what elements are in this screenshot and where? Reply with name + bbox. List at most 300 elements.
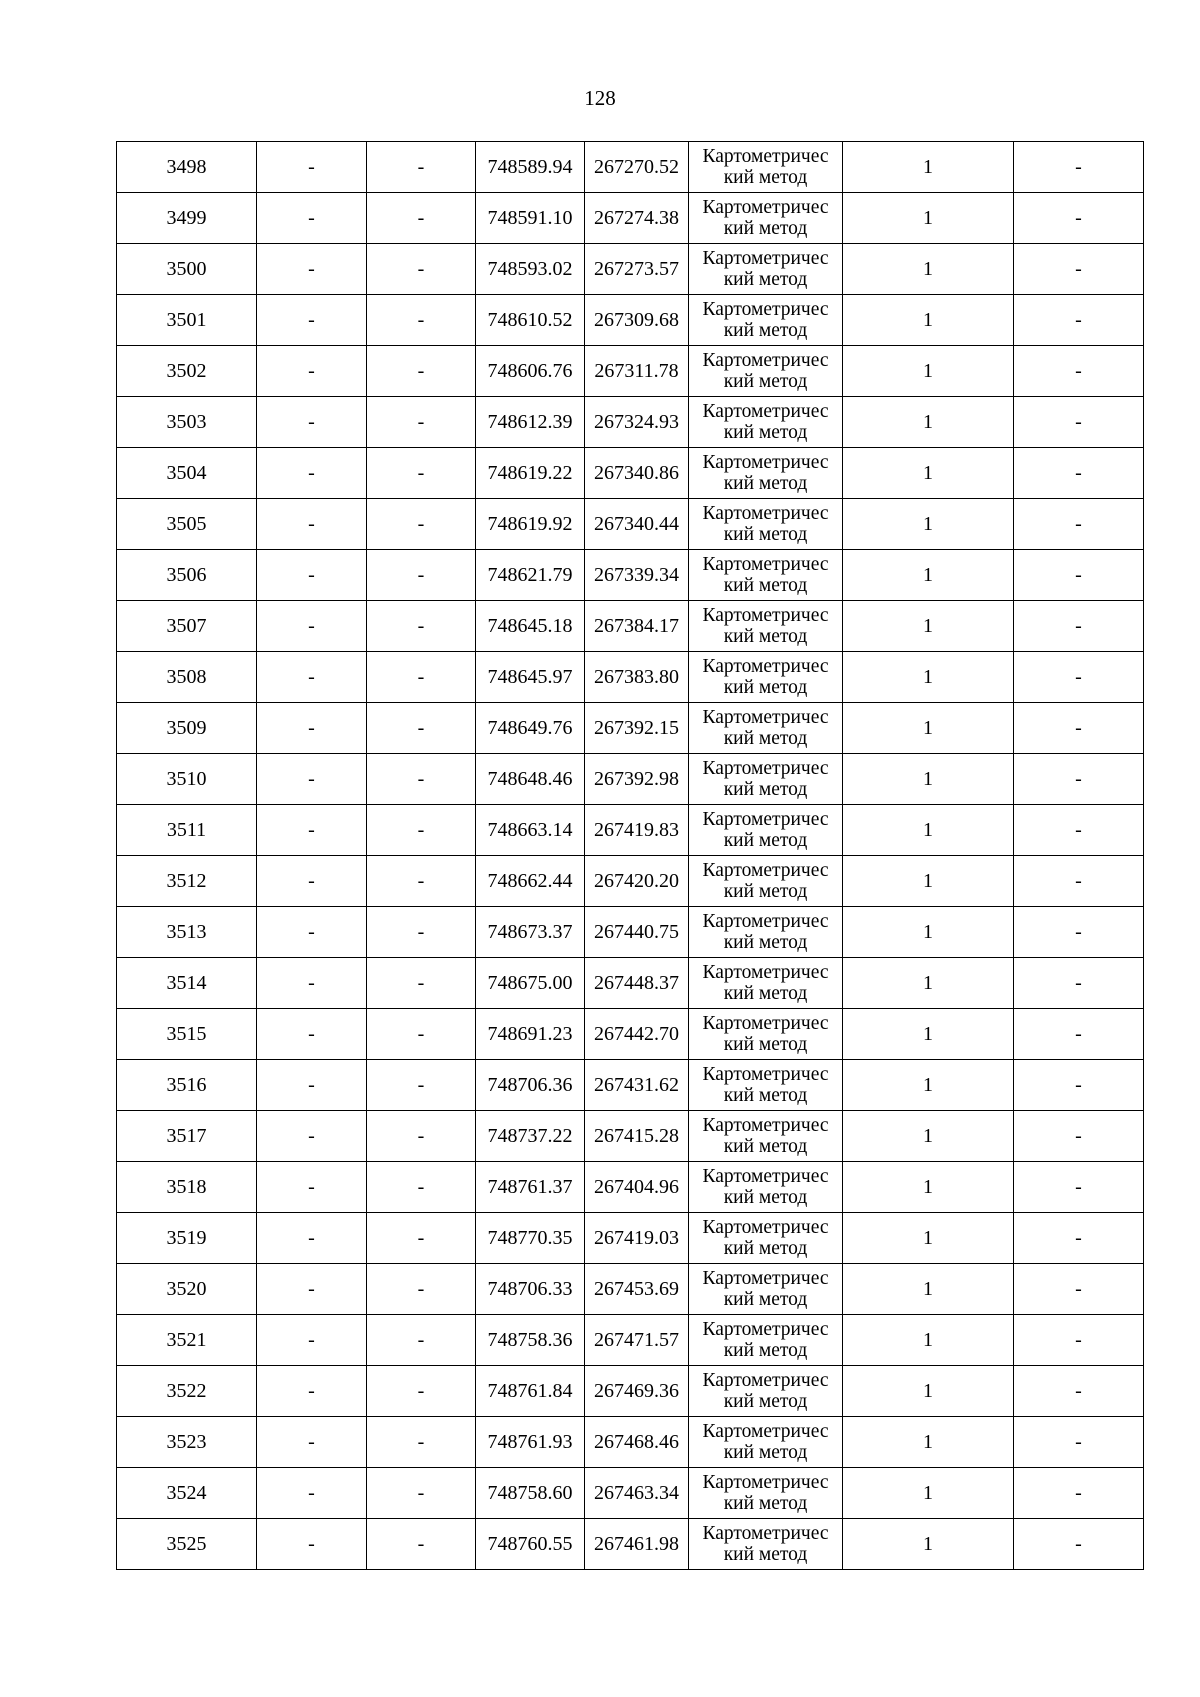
- method-line-2: кий метод: [723, 1034, 808, 1055]
- method-line-2: кий метод: [723, 524, 808, 545]
- coordinates-table: [116, 141, 1144, 1570]
- method-cell: [689, 295, 843, 346]
- dash-cell: -: [367, 244, 476, 295]
- method-line-1: Картометричес: [702, 911, 829, 932]
- method-line-1: Картометричес: [702, 197, 829, 218]
- x-coordinate-cell: 748737.22: [476, 1111, 585, 1162]
- dash-cell: -: [1014, 958, 1144, 1009]
- dash-cell: -: [1014, 907, 1144, 958]
- accuracy-cell: 1: [843, 856, 1014, 907]
- dash-cell: -: [257, 1417, 367, 1468]
- method-cell: [689, 958, 843, 1009]
- point-number-cell: 3507: [117, 601, 257, 652]
- table-row: [117, 1366, 1144, 1417]
- dash-cell: -: [367, 448, 476, 499]
- method-line-2: кий метод: [723, 830, 808, 851]
- method-line-2: кий метод: [723, 1442, 808, 1463]
- table-row: [117, 1060, 1144, 1111]
- x-coordinate-cell: 748691.23: [476, 1009, 585, 1060]
- method-cell: [689, 1264, 843, 1315]
- dash-cell: -: [367, 754, 476, 805]
- dash-cell: -: [1014, 754, 1144, 805]
- method-line-1: Картометричес: [702, 1421, 829, 1442]
- accuracy-cell: 1: [843, 397, 1014, 448]
- method-cell: [689, 1009, 843, 1060]
- dash-cell: -: [1014, 193, 1144, 244]
- point-number-cell: 3523: [117, 1417, 257, 1468]
- y-coordinate-cell: 267419.03: [585, 1213, 689, 1264]
- method-cell: [689, 397, 843, 448]
- table-row: [117, 244, 1144, 295]
- point-number-cell: 3519: [117, 1213, 257, 1264]
- method-line-1: Картометричес: [702, 350, 829, 371]
- accuracy-cell: 1: [843, 703, 1014, 754]
- dash-cell: -: [1014, 142, 1144, 193]
- method-cell: [689, 1519, 843, 1570]
- method-cell: [689, 703, 843, 754]
- accuracy-cell: 1: [843, 754, 1014, 805]
- method-line-1: Картометричес: [702, 248, 829, 269]
- y-coordinate-cell: 267311.78: [585, 346, 689, 397]
- table-row: [117, 1264, 1144, 1315]
- dash-cell: -: [257, 142, 367, 193]
- dash-cell: -: [257, 1111, 367, 1162]
- method-line-2: кий метод: [723, 677, 808, 698]
- dash-cell: -: [257, 703, 367, 754]
- point-number-cell: 3499: [117, 193, 257, 244]
- accuracy-cell: 1: [843, 907, 1014, 958]
- method-line-2: кий метод: [723, 1238, 808, 1259]
- dash-cell: -: [257, 244, 367, 295]
- method-line-2: кий метод: [723, 320, 808, 341]
- method-cell: [689, 448, 843, 499]
- method-line-2: кий метод: [723, 167, 808, 188]
- dash-cell: -: [1014, 601, 1144, 652]
- method-line-1: Картометричес: [702, 1064, 829, 1085]
- dash-cell: -: [1014, 550, 1144, 601]
- dash-cell: -: [367, 1009, 476, 1060]
- y-coordinate-cell: 267415.28: [585, 1111, 689, 1162]
- x-coordinate-cell: 748758.36: [476, 1315, 585, 1366]
- method-cell: [689, 1162, 843, 1213]
- y-coordinate-cell: 267440.75: [585, 907, 689, 958]
- method-cell: [689, 346, 843, 397]
- accuracy-cell: 1: [843, 1213, 1014, 1264]
- x-coordinate-cell: 748619.92: [476, 499, 585, 550]
- table-row: [117, 550, 1144, 601]
- dash-cell: -: [1014, 295, 1144, 346]
- x-coordinate-cell: 748706.36: [476, 1060, 585, 1111]
- method-line-1: Картометричес: [702, 1268, 829, 1289]
- method-line-2: кий метод: [723, 1289, 808, 1310]
- method-cell: [689, 1366, 843, 1417]
- dash-cell: -: [1014, 1162, 1144, 1213]
- table-row: [117, 805, 1144, 856]
- dash-cell: -: [257, 1162, 367, 1213]
- method-line-1: Картометричес: [702, 707, 829, 728]
- method-line-2: кий метод: [723, 626, 808, 647]
- dash-cell: -: [1014, 703, 1144, 754]
- dash-cell: -: [1014, 1264, 1144, 1315]
- dash-cell: -: [367, 1264, 476, 1315]
- table-row: [117, 1162, 1144, 1213]
- dash-cell: -: [257, 805, 367, 856]
- dash-cell: -: [367, 193, 476, 244]
- method-line-2: кий метод: [723, 473, 808, 494]
- dash-cell: -: [367, 1111, 476, 1162]
- table-row: [117, 856, 1144, 907]
- accuracy-cell: 1: [843, 346, 1014, 397]
- accuracy-cell: 1: [843, 499, 1014, 550]
- y-coordinate-cell: 267392.15: [585, 703, 689, 754]
- x-coordinate-cell: 748610.52: [476, 295, 585, 346]
- point-number-cell: 3509: [117, 703, 257, 754]
- table-row: [117, 601, 1144, 652]
- accuracy-cell: 1: [843, 1468, 1014, 1519]
- accuracy-cell: 1: [843, 448, 1014, 499]
- y-coordinate-cell: 267384.17: [585, 601, 689, 652]
- method-cell: [689, 1060, 843, 1111]
- method-cell: [689, 1315, 843, 1366]
- dash-cell: -: [1014, 1315, 1144, 1366]
- y-coordinate-cell: 267273.57: [585, 244, 689, 295]
- x-coordinate-cell: 748645.97: [476, 652, 585, 703]
- accuracy-cell: 1: [843, 652, 1014, 703]
- x-coordinate-cell: 748606.76: [476, 346, 585, 397]
- table-body: [117, 142, 1144, 1570]
- x-coordinate-cell: 748645.18: [476, 601, 585, 652]
- dash-cell: -: [367, 652, 476, 703]
- dash-cell: -: [1014, 1060, 1144, 1111]
- dash-cell: -: [367, 703, 476, 754]
- dash-cell: -: [367, 142, 476, 193]
- x-coordinate-cell: 748761.93: [476, 1417, 585, 1468]
- point-number-cell: 3517: [117, 1111, 257, 1162]
- x-coordinate-cell: 748663.14: [476, 805, 585, 856]
- accuracy-cell: 1: [843, 193, 1014, 244]
- dash-cell: -: [1014, 652, 1144, 703]
- x-coordinate-cell: 748619.22: [476, 448, 585, 499]
- table-row: [117, 193, 1144, 244]
- x-coordinate-cell: 748662.44: [476, 856, 585, 907]
- point-number-cell: 3510: [117, 754, 257, 805]
- dash-cell: -: [257, 193, 367, 244]
- table-row: [117, 1417, 1144, 1468]
- x-coordinate-cell: 748758.60: [476, 1468, 585, 1519]
- y-coordinate-cell: 267468.46: [585, 1417, 689, 1468]
- method-line-1: Картометричес: [702, 1115, 829, 1136]
- method-cell: [689, 1213, 843, 1264]
- point-number-cell: 3525: [117, 1519, 257, 1570]
- accuracy-cell: 1: [843, 1366, 1014, 1417]
- method-line-1: Картометричес: [702, 146, 829, 167]
- accuracy-cell: 1: [843, 958, 1014, 1009]
- method-line-1: Картометричес: [702, 1217, 829, 1238]
- accuracy-cell: 1: [843, 295, 1014, 346]
- dash-cell: -: [1014, 1009, 1144, 1060]
- dash-cell: -: [367, 1519, 476, 1570]
- dash-cell: -: [367, 1366, 476, 1417]
- method-cell: [689, 856, 843, 907]
- method-line-1: Картометричес: [702, 554, 829, 575]
- dash-cell: -: [367, 601, 476, 652]
- method-cell: [689, 1111, 843, 1162]
- dash-cell: -: [257, 907, 367, 958]
- y-coordinate-cell: 267463.34: [585, 1468, 689, 1519]
- point-number-cell: 3504: [117, 448, 257, 499]
- method-line-2: кий метод: [723, 1085, 808, 1106]
- point-number-cell: 3524: [117, 1468, 257, 1519]
- dash-cell: -: [1014, 499, 1144, 550]
- x-coordinate-cell: 748593.02: [476, 244, 585, 295]
- y-coordinate-cell: 267340.44: [585, 499, 689, 550]
- table-row: [117, 1213, 1144, 1264]
- accuracy-cell: 1: [843, 1060, 1014, 1111]
- table-row: [117, 1315, 1144, 1366]
- method-line-1: Картометричес: [702, 860, 829, 881]
- y-coordinate-cell: 267309.68: [585, 295, 689, 346]
- accuracy-cell: 1: [843, 550, 1014, 601]
- method-cell: [689, 907, 843, 958]
- dash-cell: -: [257, 1213, 367, 1264]
- dash-cell: -: [367, 1162, 476, 1213]
- point-number-cell: 3503: [117, 397, 257, 448]
- method-line-2: кий метод: [723, 371, 808, 392]
- dash-cell: -: [367, 805, 476, 856]
- table-row: [117, 703, 1144, 754]
- method-line-1: Картометричес: [702, 452, 829, 473]
- method-line-2: кий метод: [723, 881, 808, 902]
- y-coordinate-cell: 267419.83: [585, 805, 689, 856]
- y-coordinate-cell: 267270.52: [585, 142, 689, 193]
- method-line-2: кий метод: [723, 1493, 808, 1514]
- dash-cell: -: [257, 448, 367, 499]
- y-coordinate-cell: 267448.37: [585, 958, 689, 1009]
- point-number-cell: 3498: [117, 142, 257, 193]
- y-coordinate-cell: 267453.69: [585, 1264, 689, 1315]
- method-cell: [689, 805, 843, 856]
- dash-cell: -: [367, 499, 476, 550]
- dash-cell: -: [1014, 1111, 1144, 1162]
- method-line-1: Картометричес: [702, 758, 829, 779]
- method-line-1: Картометричес: [702, 1013, 829, 1034]
- table-row: [117, 907, 1144, 958]
- point-number-cell: 3501: [117, 295, 257, 346]
- x-coordinate-cell: 748648.46: [476, 754, 585, 805]
- method-line-2: кий метод: [723, 1187, 808, 1208]
- dash-cell: -: [367, 1213, 476, 1264]
- y-coordinate-cell: 267383.80: [585, 652, 689, 703]
- table-row: [117, 652, 1144, 703]
- dash-cell: -: [367, 958, 476, 1009]
- method-line-2: кий метод: [723, 575, 808, 596]
- method-line-2: кий метод: [723, 1391, 808, 1412]
- y-coordinate-cell: 267274.38: [585, 193, 689, 244]
- method-cell: [689, 244, 843, 295]
- method-cell: [689, 1417, 843, 1468]
- method-cell: [689, 193, 843, 244]
- method-line-1: Картометричес: [702, 1472, 829, 1493]
- dash-cell: -: [1014, 244, 1144, 295]
- table-row: [117, 295, 1144, 346]
- method-line-1: Картометричес: [702, 503, 829, 524]
- table-row: [117, 142, 1144, 193]
- x-coordinate-cell: 748761.84: [476, 1366, 585, 1417]
- method-cell: [689, 550, 843, 601]
- point-number-cell: 3513: [117, 907, 257, 958]
- method-line-2: кий метод: [723, 779, 808, 800]
- dash-cell: -: [367, 856, 476, 907]
- x-coordinate-cell: 748761.37: [476, 1162, 585, 1213]
- dash-cell: -: [257, 856, 367, 907]
- x-coordinate-cell: 748649.76: [476, 703, 585, 754]
- method-line-1: Картометричес: [702, 1523, 829, 1544]
- accuracy-cell: 1: [843, 1009, 1014, 1060]
- x-coordinate-cell: 748612.39: [476, 397, 585, 448]
- accuracy-cell: 1: [843, 1162, 1014, 1213]
- accuracy-cell: 1: [843, 1264, 1014, 1315]
- dash-cell: -: [1014, 1213, 1144, 1264]
- table-row: [117, 754, 1144, 805]
- x-coordinate-cell: 748706.33: [476, 1264, 585, 1315]
- method-line-2: кий метод: [723, 1340, 808, 1361]
- method-line-2: кий метод: [723, 983, 808, 1004]
- method-line-1: Картометричес: [702, 1166, 829, 1187]
- y-coordinate-cell: 267469.36: [585, 1366, 689, 1417]
- table-row: [117, 499, 1144, 550]
- table-row: [117, 958, 1144, 1009]
- point-number-cell: 3522: [117, 1366, 257, 1417]
- table-row: [117, 1468, 1144, 1519]
- method-cell: [689, 499, 843, 550]
- table-row: [117, 1519, 1144, 1570]
- accuracy-cell: 1: [843, 1417, 1014, 1468]
- y-coordinate-cell: 267461.98: [585, 1519, 689, 1570]
- page-number: 128: [584, 86, 616, 110]
- accuracy-cell: 1: [843, 244, 1014, 295]
- accuracy-cell: 1: [843, 1315, 1014, 1366]
- dash-cell: -: [1014, 448, 1144, 499]
- x-coordinate-cell: 748621.79: [476, 550, 585, 601]
- x-coordinate-cell: 748673.37: [476, 907, 585, 958]
- dash-cell: -: [1014, 805, 1144, 856]
- dash-cell: -: [257, 1315, 367, 1366]
- x-coordinate-cell: 748770.35: [476, 1213, 585, 1264]
- dash-cell: -: [367, 1417, 476, 1468]
- point-number-cell: 3502: [117, 346, 257, 397]
- dash-cell: -: [257, 397, 367, 448]
- dash-cell: -: [257, 1009, 367, 1060]
- method-line-2: кий метод: [723, 1136, 808, 1157]
- method-line-2: кий метод: [723, 932, 808, 953]
- point-number-cell: 3508: [117, 652, 257, 703]
- dash-cell: -: [1014, 856, 1144, 907]
- dash-cell: -: [1014, 346, 1144, 397]
- method-cell: [689, 142, 843, 193]
- dash-cell: -: [367, 1060, 476, 1111]
- method-line-1: Картометричес: [702, 962, 829, 983]
- y-coordinate-cell: 267442.70: [585, 1009, 689, 1060]
- method-line-2: кий метод: [723, 728, 808, 749]
- y-coordinate-cell: 267392.98: [585, 754, 689, 805]
- dash-cell: -: [367, 295, 476, 346]
- method-line-2: кий метод: [723, 269, 808, 290]
- y-coordinate-cell: 267324.93: [585, 397, 689, 448]
- point-number-cell: 3516: [117, 1060, 257, 1111]
- method-line-1: Картометричес: [702, 1319, 829, 1340]
- dash-cell: -: [257, 1468, 367, 1519]
- dash-cell: -: [257, 1519, 367, 1570]
- x-coordinate-cell: 748675.00: [476, 958, 585, 1009]
- dash-cell: -: [367, 346, 476, 397]
- dash-cell: -: [1014, 1468, 1144, 1519]
- dash-cell: -: [257, 652, 367, 703]
- method-line-1: Картометричес: [702, 809, 829, 830]
- dash-cell: -: [367, 907, 476, 958]
- dash-cell: -: [257, 1366, 367, 1417]
- method-cell: [689, 1468, 843, 1519]
- method-cell: [689, 652, 843, 703]
- dash-cell: -: [257, 601, 367, 652]
- accuracy-cell: 1: [843, 805, 1014, 856]
- table-row: [117, 448, 1144, 499]
- method-line-2: кий метод: [723, 1544, 808, 1565]
- dash-cell: -: [257, 499, 367, 550]
- dash-cell: -: [367, 1315, 476, 1366]
- dash-cell: -: [367, 1468, 476, 1519]
- point-number-cell: 3514: [117, 958, 257, 1009]
- accuracy-cell: 1: [843, 142, 1014, 193]
- dash-cell: -: [1014, 397, 1144, 448]
- y-coordinate-cell: 267420.20: [585, 856, 689, 907]
- method-cell: [689, 601, 843, 652]
- dash-cell: -: [367, 397, 476, 448]
- y-coordinate-cell: 267339.34: [585, 550, 689, 601]
- y-coordinate-cell: 267471.57: [585, 1315, 689, 1366]
- point-number-cell: 3520: [117, 1264, 257, 1315]
- dash-cell: -: [257, 295, 367, 346]
- x-coordinate-cell: 748760.55: [476, 1519, 585, 1570]
- table-row: [117, 1009, 1144, 1060]
- point-number-cell: 3506: [117, 550, 257, 601]
- accuracy-cell: 1: [843, 1519, 1014, 1570]
- dash-cell: -: [257, 550, 367, 601]
- table-row: [117, 397, 1144, 448]
- method-line-2: кий метод: [723, 218, 808, 239]
- point-number-cell: 3521: [117, 1315, 257, 1366]
- y-coordinate-cell: 267404.96: [585, 1162, 689, 1213]
- dash-cell: -: [257, 1264, 367, 1315]
- table-row: [117, 1111, 1144, 1162]
- dash-cell: -: [257, 346, 367, 397]
- method-line-1: Картометричес: [702, 401, 829, 422]
- dash-cell: -: [1014, 1366, 1144, 1417]
- method-line-1: Картометричес: [702, 605, 829, 626]
- method-line-1: Картометричес: [702, 656, 829, 677]
- point-number-cell: 3511: [117, 805, 257, 856]
- point-number-cell: 3505: [117, 499, 257, 550]
- y-coordinate-cell: 267431.62: [585, 1060, 689, 1111]
- method-line-2: кий метод: [723, 422, 808, 443]
- method-cell: [689, 754, 843, 805]
- x-coordinate-cell: 748591.10: [476, 193, 585, 244]
- point-number-cell: 3515: [117, 1009, 257, 1060]
- point-number-cell: 3512: [117, 856, 257, 907]
- point-number-cell: 3500: [117, 244, 257, 295]
- dash-cell: -: [1014, 1417, 1144, 1468]
- dash-cell: -: [257, 958, 367, 1009]
- method-line-1: Картометричес: [702, 299, 829, 320]
